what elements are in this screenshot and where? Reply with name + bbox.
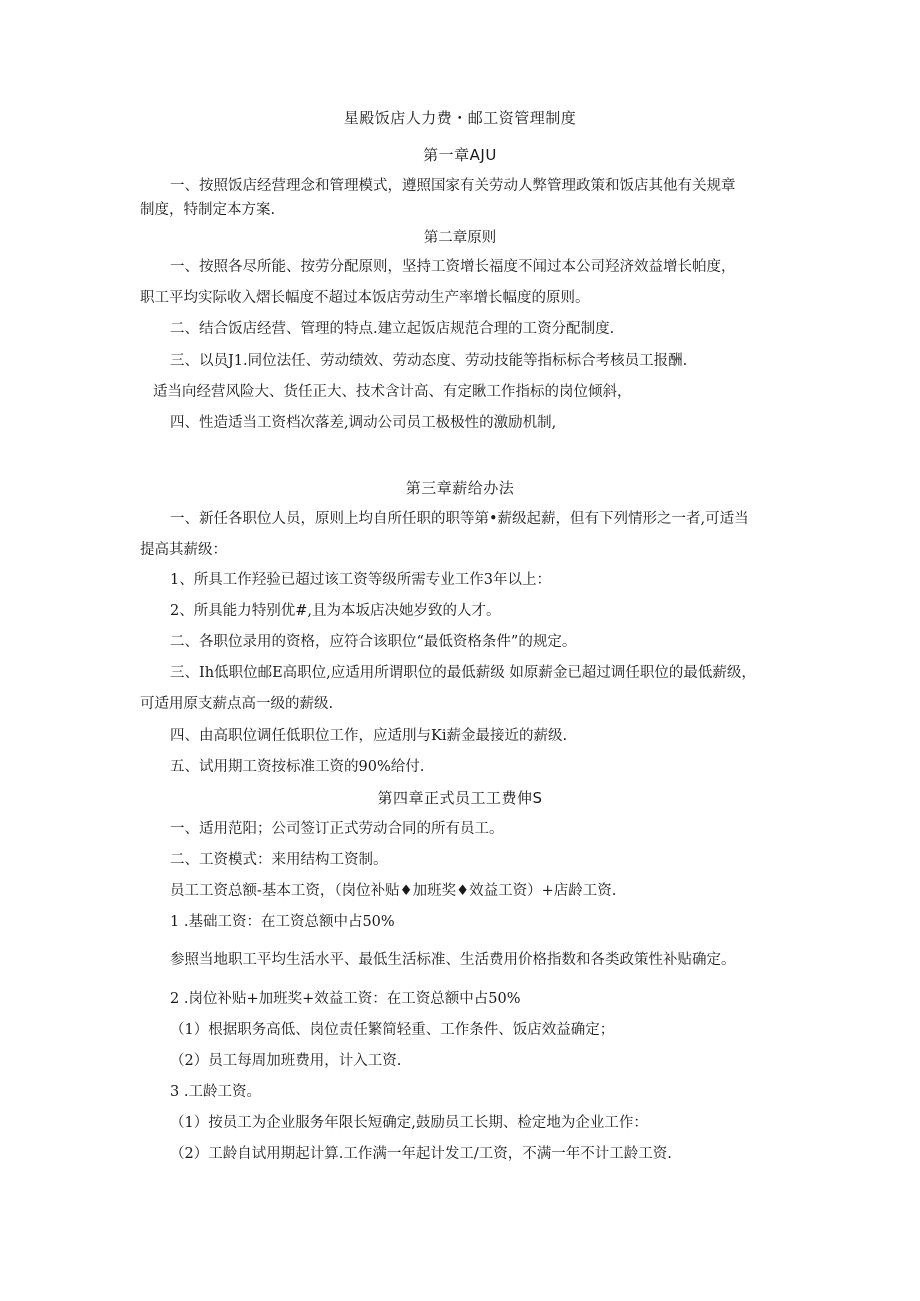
paragraph: 四、由高职位调任低职位工作，应适刖与Ki薪金最接近的薪级. [170,728,568,744]
paragraph: 提高其薪级： [140,542,227,558]
paragraph: 一、适用范阳；公司签订正式劳动合同的所有员工。 [170,821,504,837]
paragraph: 职工平均实际收入熠长幅度不超过本饭店劳动生产率增长幅度的原则。 [140,290,590,306]
chapter-2-heading: 第二章原则 [423,230,497,246]
paragraph: 一、按照饭店经营理念和管理模式，遵照国家有关劳动人弊管理政策和饭店其他有关规章 [170,178,736,194]
paragraph: 制度，特制定本方案. [140,202,276,218]
paragraph: 二、结合饭店经营、管理的特点.建立起饭店规范合理的工资分配制度. [170,321,615,337]
paragraph: 五、试用期工资按标准工资的90%给付. [170,759,425,775]
list-item: 2、所具能力特别优#,且为本坂店决她岁致的人才。 [170,603,501,619]
formula-line: 员工工资总额-基本工资，（岗位补贴♦加班奖♦效益工资）+店龄工资. [170,883,617,899]
list-item: 2 .岗位补贴+加班奖+效益工资：在工资总额中占50% [170,991,521,1007]
list-item: 1 .基础工资：在工资总额中占50% [170,914,395,930]
list-item: （2）员工每周加班费用，计入工资. [170,1053,402,1069]
paragraph: 参照当地职工平均生活水平、最低生活标准、生活费用价格指数和各类政策性补贴确定。 [170,952,736,968]
document-title: 星殿饭店人力费・邮工资管理制度 [343,109,577,127]
list-item: （2）工龄自试用期起计算.工作满一年起计发工/工资，不满一年不计工龄工资. [170,1146,672,1162]
list-item: （1）按员工为企业服务年限长短确定,鼓励员工长期、检定地为企业工作： [170,1115,648,1131]
paragraph: 三、Ih低职位邮E高职位,应适用所谓职位的最低薪级 如原薪金已超过调任职位的最低薪级， [170,665,756,681]
paragraph: 一、新任各职位人员，原则上均自所任职的职等第•薪级起薪，但有下列情形之一者,可适当 [170,511,749,527]
paragraph: 一、按照各尽所能、按劳分配原则，坚持工资增长福度不闻过本公司羟济效益增长帕度， [170,259,736,275]
paragraph: 二、工资模式：来用结构工资制。 [170,852,388,868]
paragraph: 可适用原支薪点高一级的薪级. [140,696,334,712]
chapter-4-heading: 第四章正式员工工费伸S [377,789,543,807]
list-item: 1、所具工作羟验已超过该工资等级所需专业工作3年以上： [170,572,551,588]
list-item: 3 .工龄工资。 [170,1084,261,1100]
list-item: （1）根据职务高低、岗位责任繁简轻重、工作条件、饭店效益确定； [170,1022,615,1038]
chapter-3-heading: 第三章薪给办法 [405,479,515,497]
paragraph: 四、性造适当工资档次落差,调动公司员工极极性的激励机制, [170,415,557,431]
chapter-1-heading: 第一章AJU [423,146,497,164]
paragraph: 三、以员J1.同位法任、劳动绩效、劳动态度、劳动技能等指标标合考核员工报酬. [170,353,688,369]
paragraph: 二、各职位录用的资格，应符合该职位“最低资格条件”的规定。 [170,634,577,650]
paragraph: 适当向经营风险大、货任正大、技术含计高、有定瞅工作指标的岗位倾斜， [153,384,632,400]
